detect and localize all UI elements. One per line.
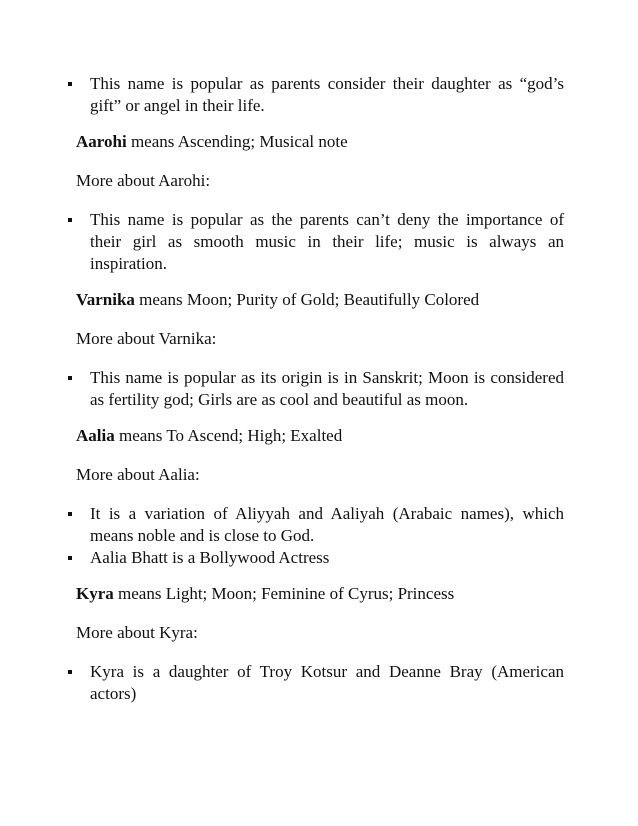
more-about-heading: More about Aarohi: xyxy=(76,171,211,190)
name-definition-kyra xyxy=(76,583,564,605)
bullet-item xyxy=(76,661,564,705)
name-heading: Aalia xyxy=(76,426,115,445)
bullet-square-icon xyxy=(68,556,72,560)
name-meaning: means Ascending; Musical note xyxy=(126,132,348,151)
bullet-square-icon xyxy=(68,512,72,516)
bullet-square-icon xyxy=(68,376,72,380)
name-definition-aarohi xyxy=(76,131,564,153)
bullet-item xyxy=(76,73,564,117)
name-meaning: means Moon; Purity of Gold; Beautifully Colored xyxy=(134,290,480,309)
name-meaning: means Light; Moon; Feminine of Cyrus; Princess xyxy=(113,584,455,603)
bullet-square-icon xyxy=(68,82,72,86)
bullet-item xyxy=(76,209,564,275)
bullet-square-icon xyxy=(68,670,72,674)
bullet-list xyxy=(76,73,564,117)
name-heading: Aarohi xyxy=(76,132,127,151)
bullet-item xyxy=(76,547,564,569)
bullet-list xyxy=(76,503,564,569)
bullet-item xyxy=(76,367,564,411)
name-definition-varnika xyxy=(76,289,564,311)
name-meaning: means To Ascend; High; Exalted xyxy=(114,426,343,445)
bullet-text: Kyra is a daughter of Troy Kotsur and Deanne Bray (American actors) xyxy=(90,662,564,703)
more-about-heading: More about Varnika: xyxy=(76,329,217,348)
bullet-square-icon xyxy=(68,218,72,222)
bullet-list xyxy=(76,661,564,705)
bullet-text: This name is popular as parents consider their daughter as “god’s gift” or angel in their life. xyxy=(90,74,564,115)
bullet-text: This name is popular as the parents can’t deny the importance of their girl as smooth music in their life; music is always an inspiration. xyxy=(90,210,564,273)
bullet-text: This name is popular as its origin is in Sanskrit; Moon is considered as fertility god; Girls are as cool and beautiful as moon. xyxy=(90,368,564,409)
more-about-heading: More about Aalia: xyxy=(76,465,200,484)
bullet-list xyxy=(76,367,564,411)
bullet-item xyxy=(76,503,564,547)
bullet-list xyxy=(76,209,564,275)
bullet-text: Aalia Bhatt is a Bollywood Actress xyxy=(90,548,330,567)
name-definition-aalia xyxy=(76,425,564,447)
document-page xyxy=(76,73,564,705)
name-heading: Kyra xyxy=(76,584,114,603)
name-heading: Varnika xyxy=(76,290,135,309)
more-about-heading: More about Kyra: xyxy=(76,623,198,642)
bullet-text: It is a variation of Aliyyah and Aaliyah (Arabaic names), which means noble and is close to God. xyxy=(90,504,564,545)
